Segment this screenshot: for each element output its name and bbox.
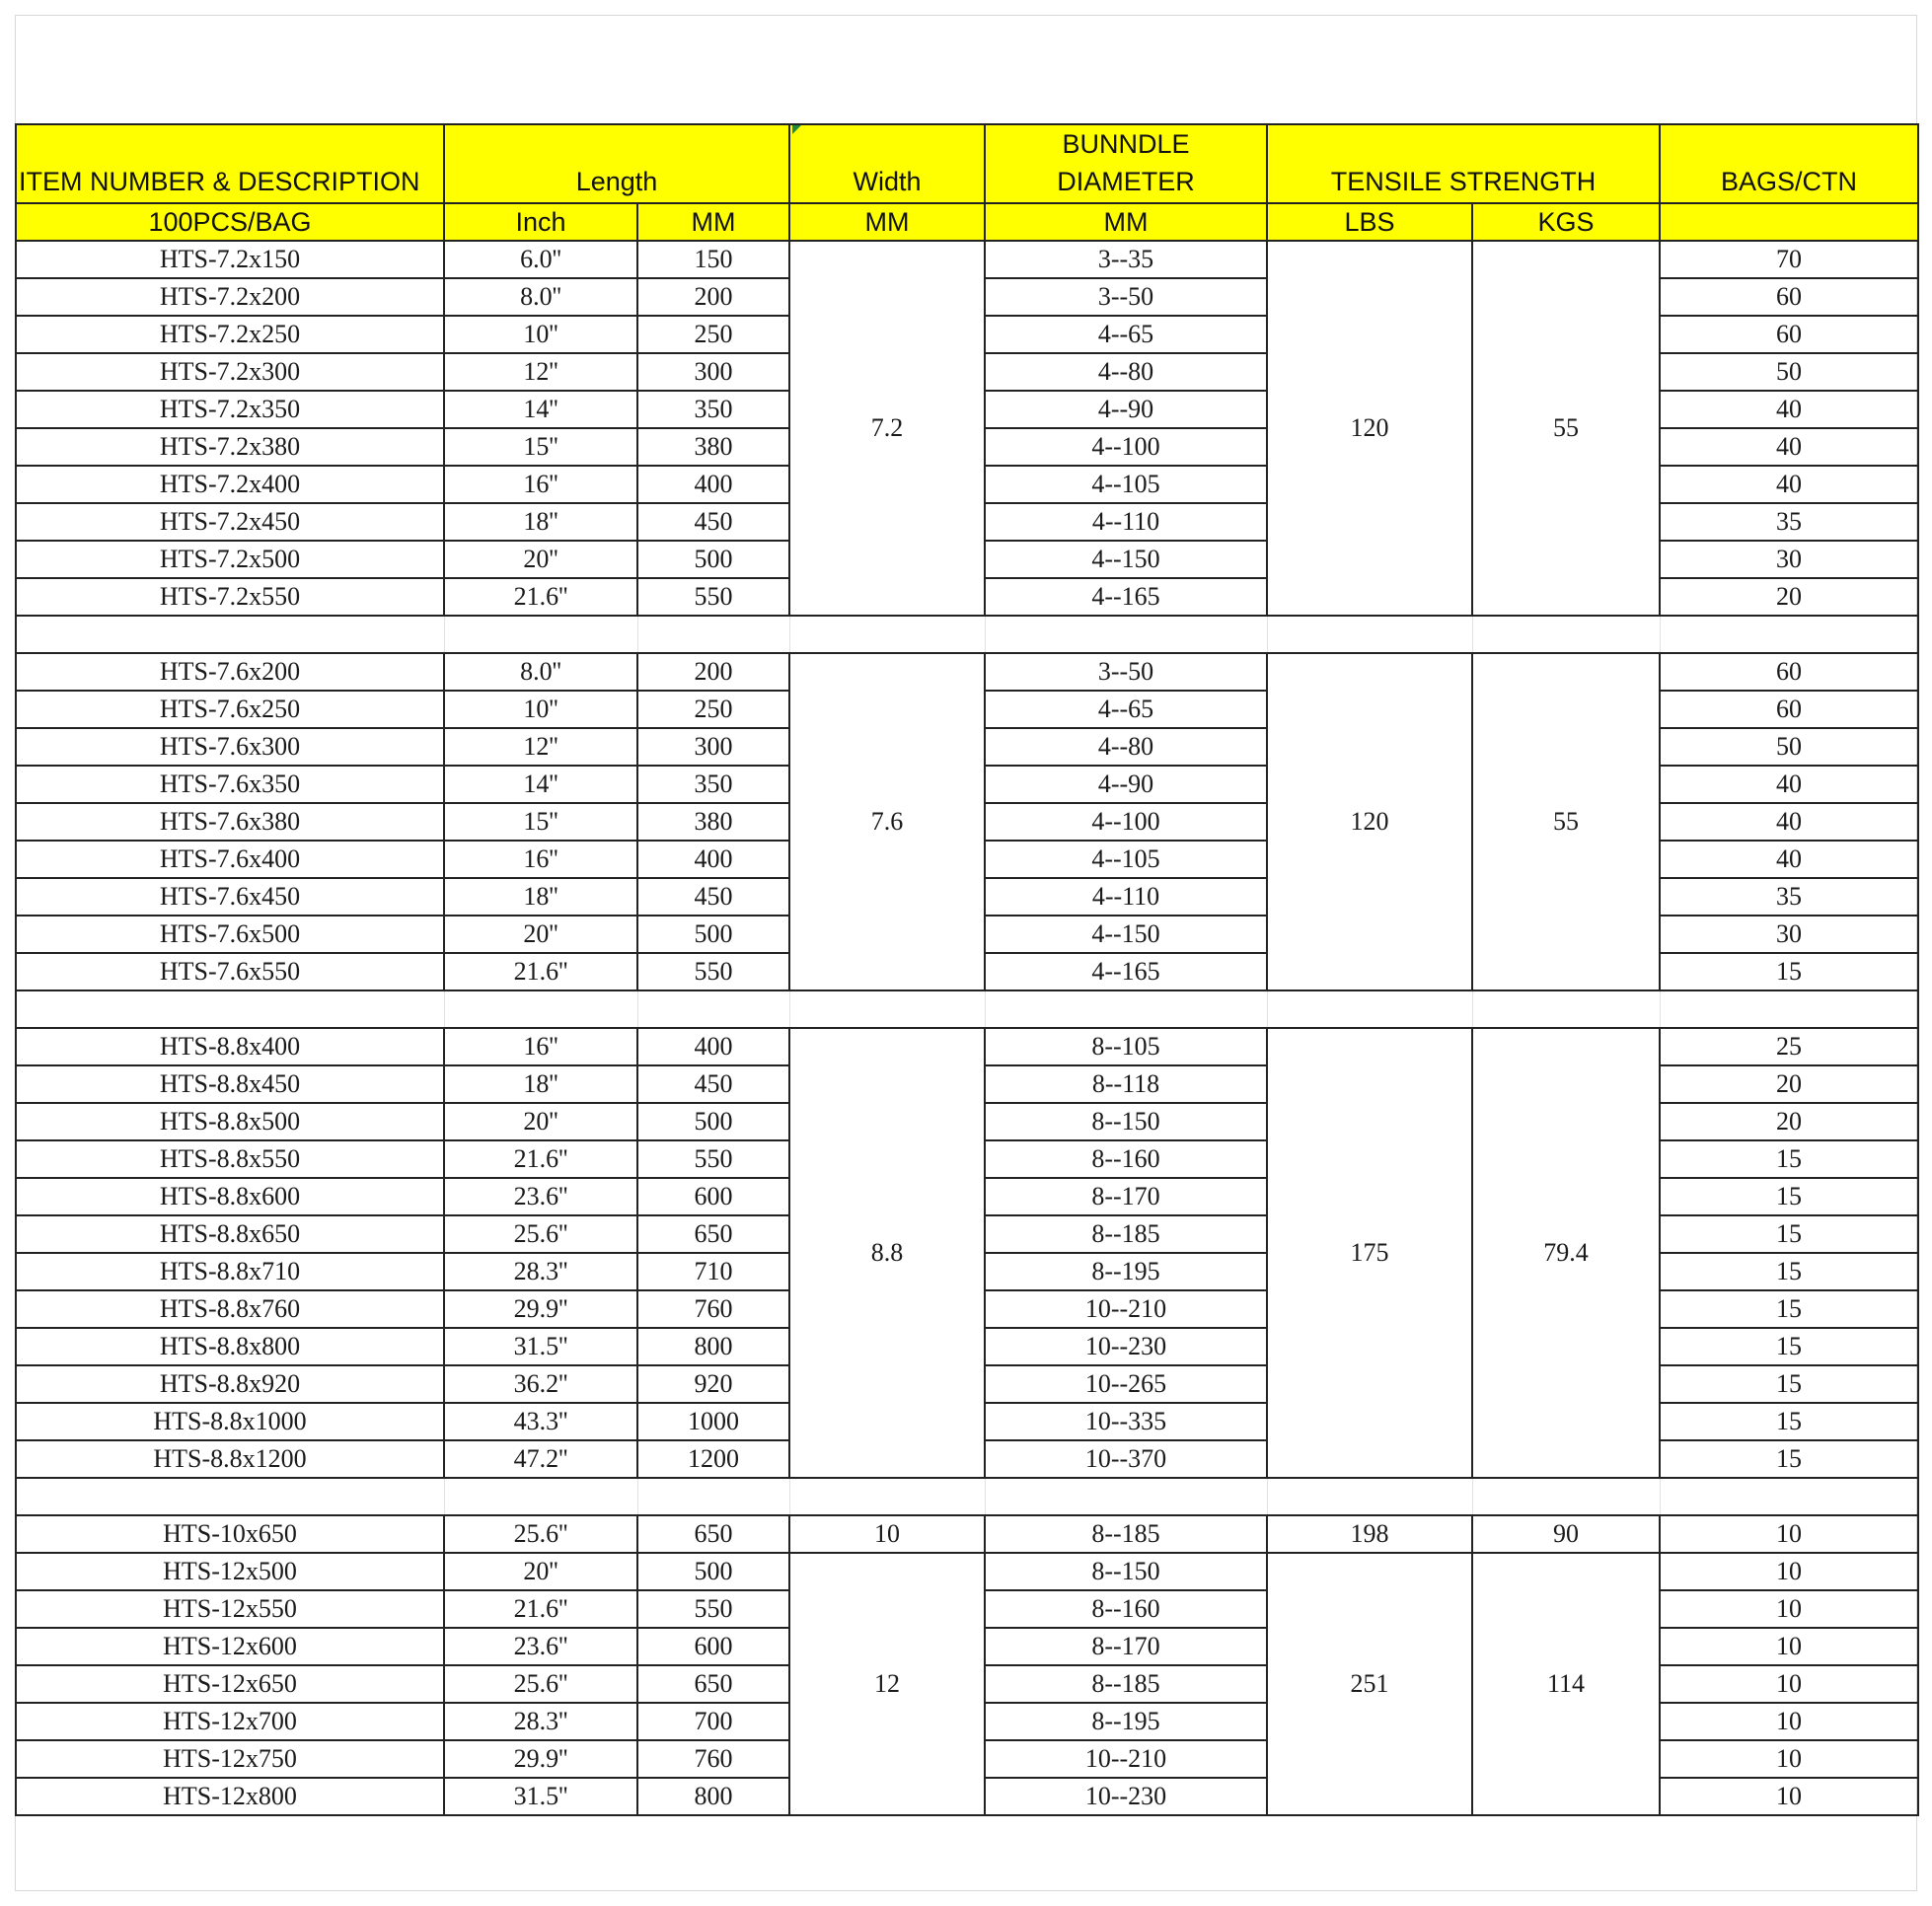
bags-per-carton-cell: 10 xyxy=(1660,1515,1918,1553)
item-number-cell: HTS-8.8x400 xyxy=(16,1028,444,1065)
item-number-cell: HTS-7.2x150 xyxy=(16,241,444,278)
header-kgs: KGS xyxy=(1472,203,1660,241)
item-number-cell: HTS-7.2x400 xyxy=(16,466,444,503)
bags-per-carton-cell: 60 xyxy=(1660,653,1918,691)
tensile-kgs-cell: 90 xyxy=(1472,1515,1660,1553)
item-number-cell: HTS-12x650 xyxy=(16,1665,444,1703)
length-mm-cell: 400 xyxy=(637,1028,789,1065)
length-inch-cell: 21.6'' xyxy=(444,578,637,616)
spacer-cell xyxy=(789,1478,985,1515)
spacer-cell xyxy=(789,616,985,653)
length-mm-cell: 300 xyxy=(637,728,789,766)
bags-per-carton-cell: 10 xyxy=(1660,1703,1918,1740)
bundle-diameter-cell: 10--230 xyxy=(985,1778,1267,1815)
item-number-cell: HTS-7.6x550 xyxy=(16,953,444,990)
item-number-cell: HTS-7.2x380 xyxy=(16,428,444,466)
width-mm-cell: 8.8 xyxy=(789,1028,985,1478)
bundle-diameter-cell: 10--265 xyxy=(985,1365,1267,1403)
bundle-diameter-cell: 4--150 xyxy=(985,541,1267,578)
bags-per-carton-cell: 40 xyxy=(1660,841,1918,878)
length-inch-cell: 14'' xyxy=(444,766,637,803)
item-number-cell: HTS-8.8x760 xyxy=(16,1290,444,1328)
bags-per-carton-cell: 15 xyxy=(1660,953,1918,990)
table-row xyxy=(16,653,1918,691)
item-number-cell: HTS-12x600 xyxy=(16,1628,444,1665)
spacer-cell xyxy=(1660,616,1918,653)
bags-per-carton-cell: 70 xyxy=(1660,241,1918,278)
bundle-diameter-cell: 4--65 xyxy=(985,316,1267,353)
item-number-cell: HTS-12x500 xyxy=(16,1553,444,1590)
table-row xyxy=(16,1028,1918,1065)
bags-per-carton-cell: 15 xyxy=(1660,1403,1918,1440)
spacer-cell xyxy=(637,1478,789,1515)
length-mm-cell: 800 xyxy=(637,1328,789,1365)
length-inch-cell: 25.6'' xyxy=(444,1665,637,1703)
spacer-cell xyxy=(1267,616,1472,653)
tensile-lbs-cell: 120 xyxy=(1267,653,1472,990)
item-number-cell: HTS-7.6x350 xyxy=(16,766,444,803)
length-inch-cell: 20'' xyxy=(444,1553,637,1590)
length-mm-cell: 380 xyxy=(637,428,789,466)
bags-per-carton-cell: 10 xyxy=(1660,1628,1918,1665)
bags-per-carton-cell: 20 xyxy=(1660,1103,1918,1140)
bundle-diameter-cell: 8--160 xyxy=(985,1590,1267,1628)
header-length-mm: MM xyxy=(637,203,789,241)
spacer-cell xyxy=(444,990,637,1028)
length-inch-cell: 6.0'' xyxy=(444,241,637,278)
length-mm-cell: 650 xyxy=(637,1215,789,1253)
length-mm-cell: 760 xyxy=(637,1740,789,1778)
item-number-cell: HTS-8.8x600 xyxy=(16,1178,444,1215)
length-mm-cell: 650 xyxy=(637,1665,789,1703)
tensile-lbs-cell: 175 xyxy=(1267,1028,1472,1478)
length-inch-cell: 25.6'' xyxy=(444,1515,637,1553)
bags-per-carton-cell: 25 xyxy=(1660,1028,1918,1065)
bundle-diameter-cell: 8--195 xyxy=(985,1253,1267,1290)
spacer-cell xyxy=(1472,616,1660,653)
bags-per-carton-cell: 30 xyxy=(1660,916,1918,953)
bundle-diameter-cell: 10--210 xyxy=(985,1740,1267,1778)
spacer-cell xyxy=(1472,990,1660,1028)
header-length: Length xyxy=(444,124,789,203)
item-number-cell: HTS-8.8x1000 xyxy=(16,1403,444,1440)
length-inch-cell: 28.3'' xyxy=(444,1703,637,1740)
item-number-cell: HTS-7.2x350 xyxy=(16,391,444,428)
length-mm-cell: 710 xyxy=(637,1253,789,1290)
length-inch-cell: 25.6'' xyxy=(444,1215,637,1253)
length-inch-cell: 29.9'' xyxy=(444,1290,637,1328)
bags-per-carton-cell: 15 xyxy=(1660,1290,1918,1328)
item-number-cell: HTS-7.2x200 xyxy=(16,278,444,316)
bags-per-carton-cell: 15 xyxy=(1660,1328,1918,1365)
length-mm-cell: 200 xyxy=(637,278,789,316)
bags-per-carton-cell: 15 xyxy=(1660,1140,1918,1178)
bundle-diameter-cell: 4--150 xyxy=(985,916,1267,953)
length-inch-cell: 15'' xyxy=(444,428,637,466)
bags-per-carton-cell: 50 xyxy=(1660,728,1918,766)
length-mm-cell: 600 xyxy=(637,1628,789,1665)
item-number-cell: HTS-7.6x500 xyxy=(16,916,444,953)
length-inch-cell: 21.6'' xyxy=(444,953,637,990)
length-inch-cell: 10'' xyxy=(444,691,637,728)
bundle-diameter-cell: 4--165 xyxy=(985,953,1267,990)
bags-per-carton-cell: 10 xyxy=(1660,1778,1918,1815)
bundle-diameter-cell: 8--170 xyxy=(985,1178,1267,1215)
length-mm-cell: 450 xyxy=(637,1065,789,1103)
bundle-diameter-cell: 4--100 xyxy=(985,803,1267,841)
tensile-kgs-cell: 55 xyxy=(1472,241,1660,616)
spacer-cell xyxy=(444,616,637,653)
bundle-diameter-cell: 4--110 xyxy=(985,503,1267,541)
bags-per-carton-cell: 60 xyxy=(1660,691,1918,728)
item-number-cell: HTS-8.8x710 xyxy=(16,1253,444,1290)
length-mm-cell: 400 xyxy=(637,841,789,878)
bags-per-carton-cell: 35 xyxy=(1660,878,1918,916)
length-mm-cell: 450 xyxy=(637,503,789,541)
item-number-cell: HTS-7.2x450 xyxy=(16,503,444,541)
bundle-diameter-cell: 10--210 xyxy=(985,1290,1267,1328)
bundle-diameter-cell: 8--185 xyxy=(985,1515,1267,1553)
length-inch-cell: 36.2'' xyxy=(444,1365,637,1403)
spacer-cell xyxy=(789,990,985,1028)
bundle-diameter-cell: 4--65 xyxy=(985,691,1267,728)
bags-per-carton-cell: 15 xyxy=(1660,1215,1918,1253)
spacer-cell xyxy=(1267,990,1472,1028)
header-lbs: LBS xyxy=(1267,203,1472,241)
length-mm-cell: 760 xyxy=(637,1290,789,1328)
bundle-diameter-cell: 4--80 xyxy=(985,353,1267,391)
length-mm-cell: 500 xyxy=(637,1553,789,1590)
length-mm-cell: 700 xyxy=(637,1703,789,1740)
bundle-diameter-cell: 8--170 xyxy=(985,1628,1267,1665)
item-number-cell: HTS-8.8x550 xyxy=(16,1140,444,1178)
item-number-cell: HTS-8.8x920 xyxy=(16,1365,444,1403)
bags-per-carton-cell: 10 xyxy=(1660,1590,1918,1628)
spacer-cell xyxy=(637,616,789,653)
length-inch-cell: 12'' xyxy=(444,728,637,766)
bundle-diameter-cell: 8--105 xyxy=(985,1028,1267,1065)
bags-per-carton-cell: 50 xyxy=(1660,353,1918,391)
spacer-row xyxy=(16,1478,1918,1515)
length-inch-cell: 29.9'' xyxy=(444,1740,637,1778)
length-mm-cell: 600 xyxy=(637,1178,789,1215)
length-inch-cell: 10'' xyxy=(444,316,637,353)
bundle-diameter-cell: 8--150 xyxy=(985,1103,1267,1140)
spacer-cell xyxy=(985,990,1267,1028)
spacer-cell xyxy=(16,990,444,1028)
length-mm-cell: 550 xyxy=(637,953,789,990)
item-number-cell: HTS-7.2x500 xyxy=(16,541,444,578)
length-mm-cell: 550 xyxy=(637,1140,789,1178)
length-mm-cell: 250 xyxy=(637,691,789,728)
width-mm-cell: 7.2 xyxy=(789,241,985,616)
length-inch-cell: 28.3'' xyxy=(444,1253,637,1290)
length-inch-cell: 18'' xyxy=(444,1065,637,1103)
spacer-row xyxy=(16,990,1918,1028)
bags-per-carton-cell: 35 xyxy=(1660,503,1918,541)
table-row xyxy=(16,1553,1918,1590)
bundle-diameter-cell: 8--195 xyxy=(985,1703,1267,1740)
length-inch-cell: 31.5'' xyxy=(444,1778,637,1815)
length-inch-cell: 14'' xyxy=(444,391,637,428)
bags-per-carton-cell: 40 xyxy=(1660,766,1918,803)
item-number-cell: HTS-8.8x500 xyxy=(16,1103,444,1140)
length-inch-cell: 18'' xyxy=(444,878,637,916)
length-inch-cell: 20'' xyxy=(444,541,637,578)
tensile-kgs-cell: 79.4 xyxy=(1472,1028,1660,1478)
length-inch-cell: 20'' xyxy=(444,1103,637,1140)
bundle-diameter-cell: 3--35 xyxy=(985,241,1267,278)
bundle-diameter-cell: 3--50 xyxy=(985,278,1267,316)
bundle-diameter-cell: 4--105 xyxy=(985,466,1267,503)
bags-per-carton-cell: 60 xyxy=(1660,278,1918,316)
bags-per-carton-cell: 20 xyxy=(1660,578,1918,616)
width-mm-cell: 12 xyxy=(789,1553,985,1815)
header-tensile-strength: TENSILE STRENGTH xyxy=(1267,124,1660,203)
bundle-diameter-cell: 4--100 xyxy=(985,428,1267,466)
length-inch-cell: 23.6'' xyxy=(444,1178,637,1215)
length-inch-cell: 47.2'' xyxy=(444,1440,637,1478)
item-number-cell: HTS-7.6x400 xyxy=(16,841,444,878)
spacer-cell xyxy=(637,990,789,1028)
length-mm-cell: 1200 xyxy=(637,1440,789,1478)
bags-per-carton-cell: 15 xyxy=(1660,1253,1918,1290)
length-mm-cell: 500 xyxy=(637,541,789,578)
length-inch-cell: 15'' xyxy=(444,803,637,841)
item-number-cell: HTS-8.8x450 xyxy=(16,1065,444,1103)
bundle-diameter-cell: 10--335 xyxy=(985,1403,1267,1440)
bundle-diameter-cell: 10--230 xyxy=(985,1328,1267,1365)
bundle-diameter-cell: 4--90 xyxy=(985,766,1267,803)
bags-per-carton-cell: 40 xyxy=(1660,391,1918,428)
length-mm-cell: 550 xyxy=(637,578,789,616)
length-mm-cell: 800 xyxy=(637,1778,789,1815)
item-number-cell: HTS-7.2x250 xyxy=(16,316,444,353)
length-inch-cell: 31.5'' xyxy=(444,1328,637,1365)
bundle-diameter-cell: 8--160 xyxy=(985,1140,1267,1178)
bundle-diameter-cell: 10--370 xyxy=(985,1440,1267,1478)
header-bundle-diameter-line2: DIAMETER xyxy=(1057,167,1195,196)
bundle-diameter-cell: 8--185 xyxy=(985,1215,1267,1253)
tensile-kgs-cell: 55 xyxy=(1472,653,1660,990)
item-number-cell: HTS-8.8x1200 xyxy=(16,1440,444,1478)
header-bags-ctn: BAGS/CTN xyxy=(1660,124,1918,203)
width-mm-cell: 7.6 xyxy=(789,653,985,990)
spacer-cell xyxy=(1267,1478,1472,1515)
header-bags-blank xyxy=(1660,203,1918,241)
length-mm-cell: 650 xyxy=(637,1515,789,1553)
spacer-cell xyxy=(1660,990,1918,1028)
length-mm-cell: 550 xyxy=(637,1590,789,1628)
item-number-cell: HTS-7.6x380 xyxy=(16,803,444,841)
item-number-cell: HTS-8.8x800 xyxy=(16,1328,444,1365)
bags-per-carton-cell: 15 xyxy=(1660,1178,1918,1215)
length-inch-cell: 21.6'' xyxy=(444,1590,637,1628)
item-number-cell: HTS-8.8x650 xyxy=(16,1215,444,1253)
item-number-cell: HTS-12x750 xyxy=(16,1740,444,1778)
length-inch-cell: 43.3'' xyxy=(444,1403,637,1440)
header-item-description: ITEM NUMBER & DESCRIPTION xyxy=(16,124,444,203)
item-number-cell: HTS-12x800 xyxy=(16,1778,444,1815)
table-row xyxy=(16,241,1918,278)
header-row-main xyxy=(16,124,1918,203)
header-bundle-diameter xyxy=(985,124,1267,203)
length-mm-cell: 380 xyxy=(637,803,789,841)
item-number-cell: HTS-7.6x250 xyxy=(16,691,444,728)
length-mm-cell: 500 xyxy=(637,916,789,953)
length-inch-cell: 8.0'' xyxy=(444,278,637,316)
bundle-diameter-cell: 4--105 xyxy=(985,841,1267,878)
cell-comment-marker xyxy=(792,125,801,134)
bags-per-carton-cell: 30 xyxy=(1660,541,1918,578)
product-spec-table xyxy=(15,123,1919,1816)
bags-per-carton-cell: 40 xyxy=(1660,803,1918,841)
tensile-lbs-cell: 120 xyxy=(1267,241,1472,616)
tensile-lbs-cell: 251 xyxy=(1267,1553,1472,1815)
spec-table-body xyxy=(16,241,1918,1815)
table-row xyxy=(16,1515,1918,1553)
bundle-diameter-cell: 8--118 xyxy=(985,1065,1267,1103)
bags-per-carton-cell: 15 xyxy=(1660,1365,1918,1403)
bundle-diameter-cell: 3--50 xyxy=(985,653,1267,691)
length-mm-cell: 920 xyxy=(637,1365,789,1403)
bundle-diameter-cell: 4--110 xyxy=(985,878,1267,916)
bags-per-carton-cell: 10 xyxy=(1660,1553,1918,1590)
item-number-cell: HTS-7.6x450 xyxy=(16,878,444,916)
item-number-cell: HTS-7.6x200 xyxy=(16,653,444,691)
length-inch-cell: 16'' xyxy=(444,841,637,878)
length-mm-cell: 350 xyxy=(637,391,789,428)
length-mm-cell: 450 xyxy=(637,878,789,916)
item-number-cell: HTS-12x700 xyxy=(16,1703,444,1740)
header-width-mm: MM xyxy=(789,203,985,241)
bags-per-carton-cell: 40 xyxy=(1660,466,1918,503)
spacer-cell xyxy=(1472,1478,1660,1515)
length-mm-cell: 400 xyxy=(637,466,789,503)
bundle-diameter-cell: 4--80 xyxy=(985,728,1267,766)
length-inch-cell: 20'' xyxy=(444,916,637,953)
length-inch-cell: 23.6'' xyxy=(444,1628,637,1665)
item-number-cell: HTS-10x650 xyxy=(16,1515,444,1553)
bags-per-carton-cell: 10 xyxy=(1660,1665,1918,1703)
bags-per-carton-cell: 20 xyxy=(1660,1065,1918,1103)
length-inch-cell: 21.6'' xyxy=(444,1140,637,1178)
spacer-cell xyxy=(16,1478,444,1515)
header-row-units xyxy=(16,203,1918,241)
header-bundle-diameter-line1: BUNNDLE xyxy=(1062,129,1190,159)
length-mm-cell: 200 xyxy=(637,653,789,691)
bags-per-carton-cell: 10 xyxy=(1660,1740,1918,1778)
length-mm-cell: 500 xyxy=(637,1103,789,1140)
item-number-cell: HTS-7.2x300 xyxy=(16,353,444,391)
length-mm-cell: 300 xyxy=(637,353,789,391)
bundle-diameter-cell: 4--90 xyxy=(985,391,1267,428)
spacer-row xyxy=(16,616,1918,653)
item-number-cell: HTS-7.2x550 xyxy=(16,578,444,616)
bags-per-carton-cell: 40 xyxy=(1660,428,1918,466)
length-inch-cell: 8.0'' xyxy=(444,653,637,691)
header-inch: Inch xyxy=(444,203,637,241)
header-pcs-per-bag: 100PCS/BAG xyxy=(16,203,444,241)
bags-per-carton-cell: 15 xyxy=(1660,1440,1918,1478)
width-mm-cell: 10 xyxy=(789,1515,985,1553)
spacer-cell xyxy=(985,616,1267,653)
bundle-diameter-cell: 4--165 xyxy=(985,578,1267,616)
length-mm-cell: 250 xyxy=(637,316,789,353)
length-mm-cell: 1000 xyxy=(637,1403,789,1440)
spacer-cell xyxy=(16,616,444,653)
length-mm-cell: 350 xyxy=(637,766,789,803)
header-width: Width xyxy=(789,124,985,203)
bundle-diameter-cell: 8--150 xyxy=(985,1553,1267,1590)
bags-per-carton-cell: 60 xyxy=(1660,316,1918,353)
spacer-cell xyxy=(985,1478,1267,1515)
header-diameter-mm: MM xyxy=(985,203,1267,241)
spacer-cell xyxy=(1660,1478,1918,1515)
length-inch-cell: 16'' xyxy=(444,466,637,503)
item-number-cell: HTS-12x550 xyxy=(16,1590,444,1628)
spacer-cell xyxy=(444,1478,637,1515)
length-mm-cell: 150 xyxy=(637,241,789,278)
bundle-diameter-cell: 8--185 xyxy=(985,1665,1267,1703)
tensile-lbs-cell: 198 xyxy=(1267,1515,1472,1553)
length-inch-cell: 16'' xyxy=(444,1028,637,1065)
item-number-cell: HTS-7.6x300 xyxy=(16,728,444,766)
length-inch-cell: 18'' xyxy=(444,503,637,541)
length-inch-cell: 12'' xyxy=(444,353,637,391)
tensile-kgs-cell: 114 xyxy=(1472,1553,1660,1815)
